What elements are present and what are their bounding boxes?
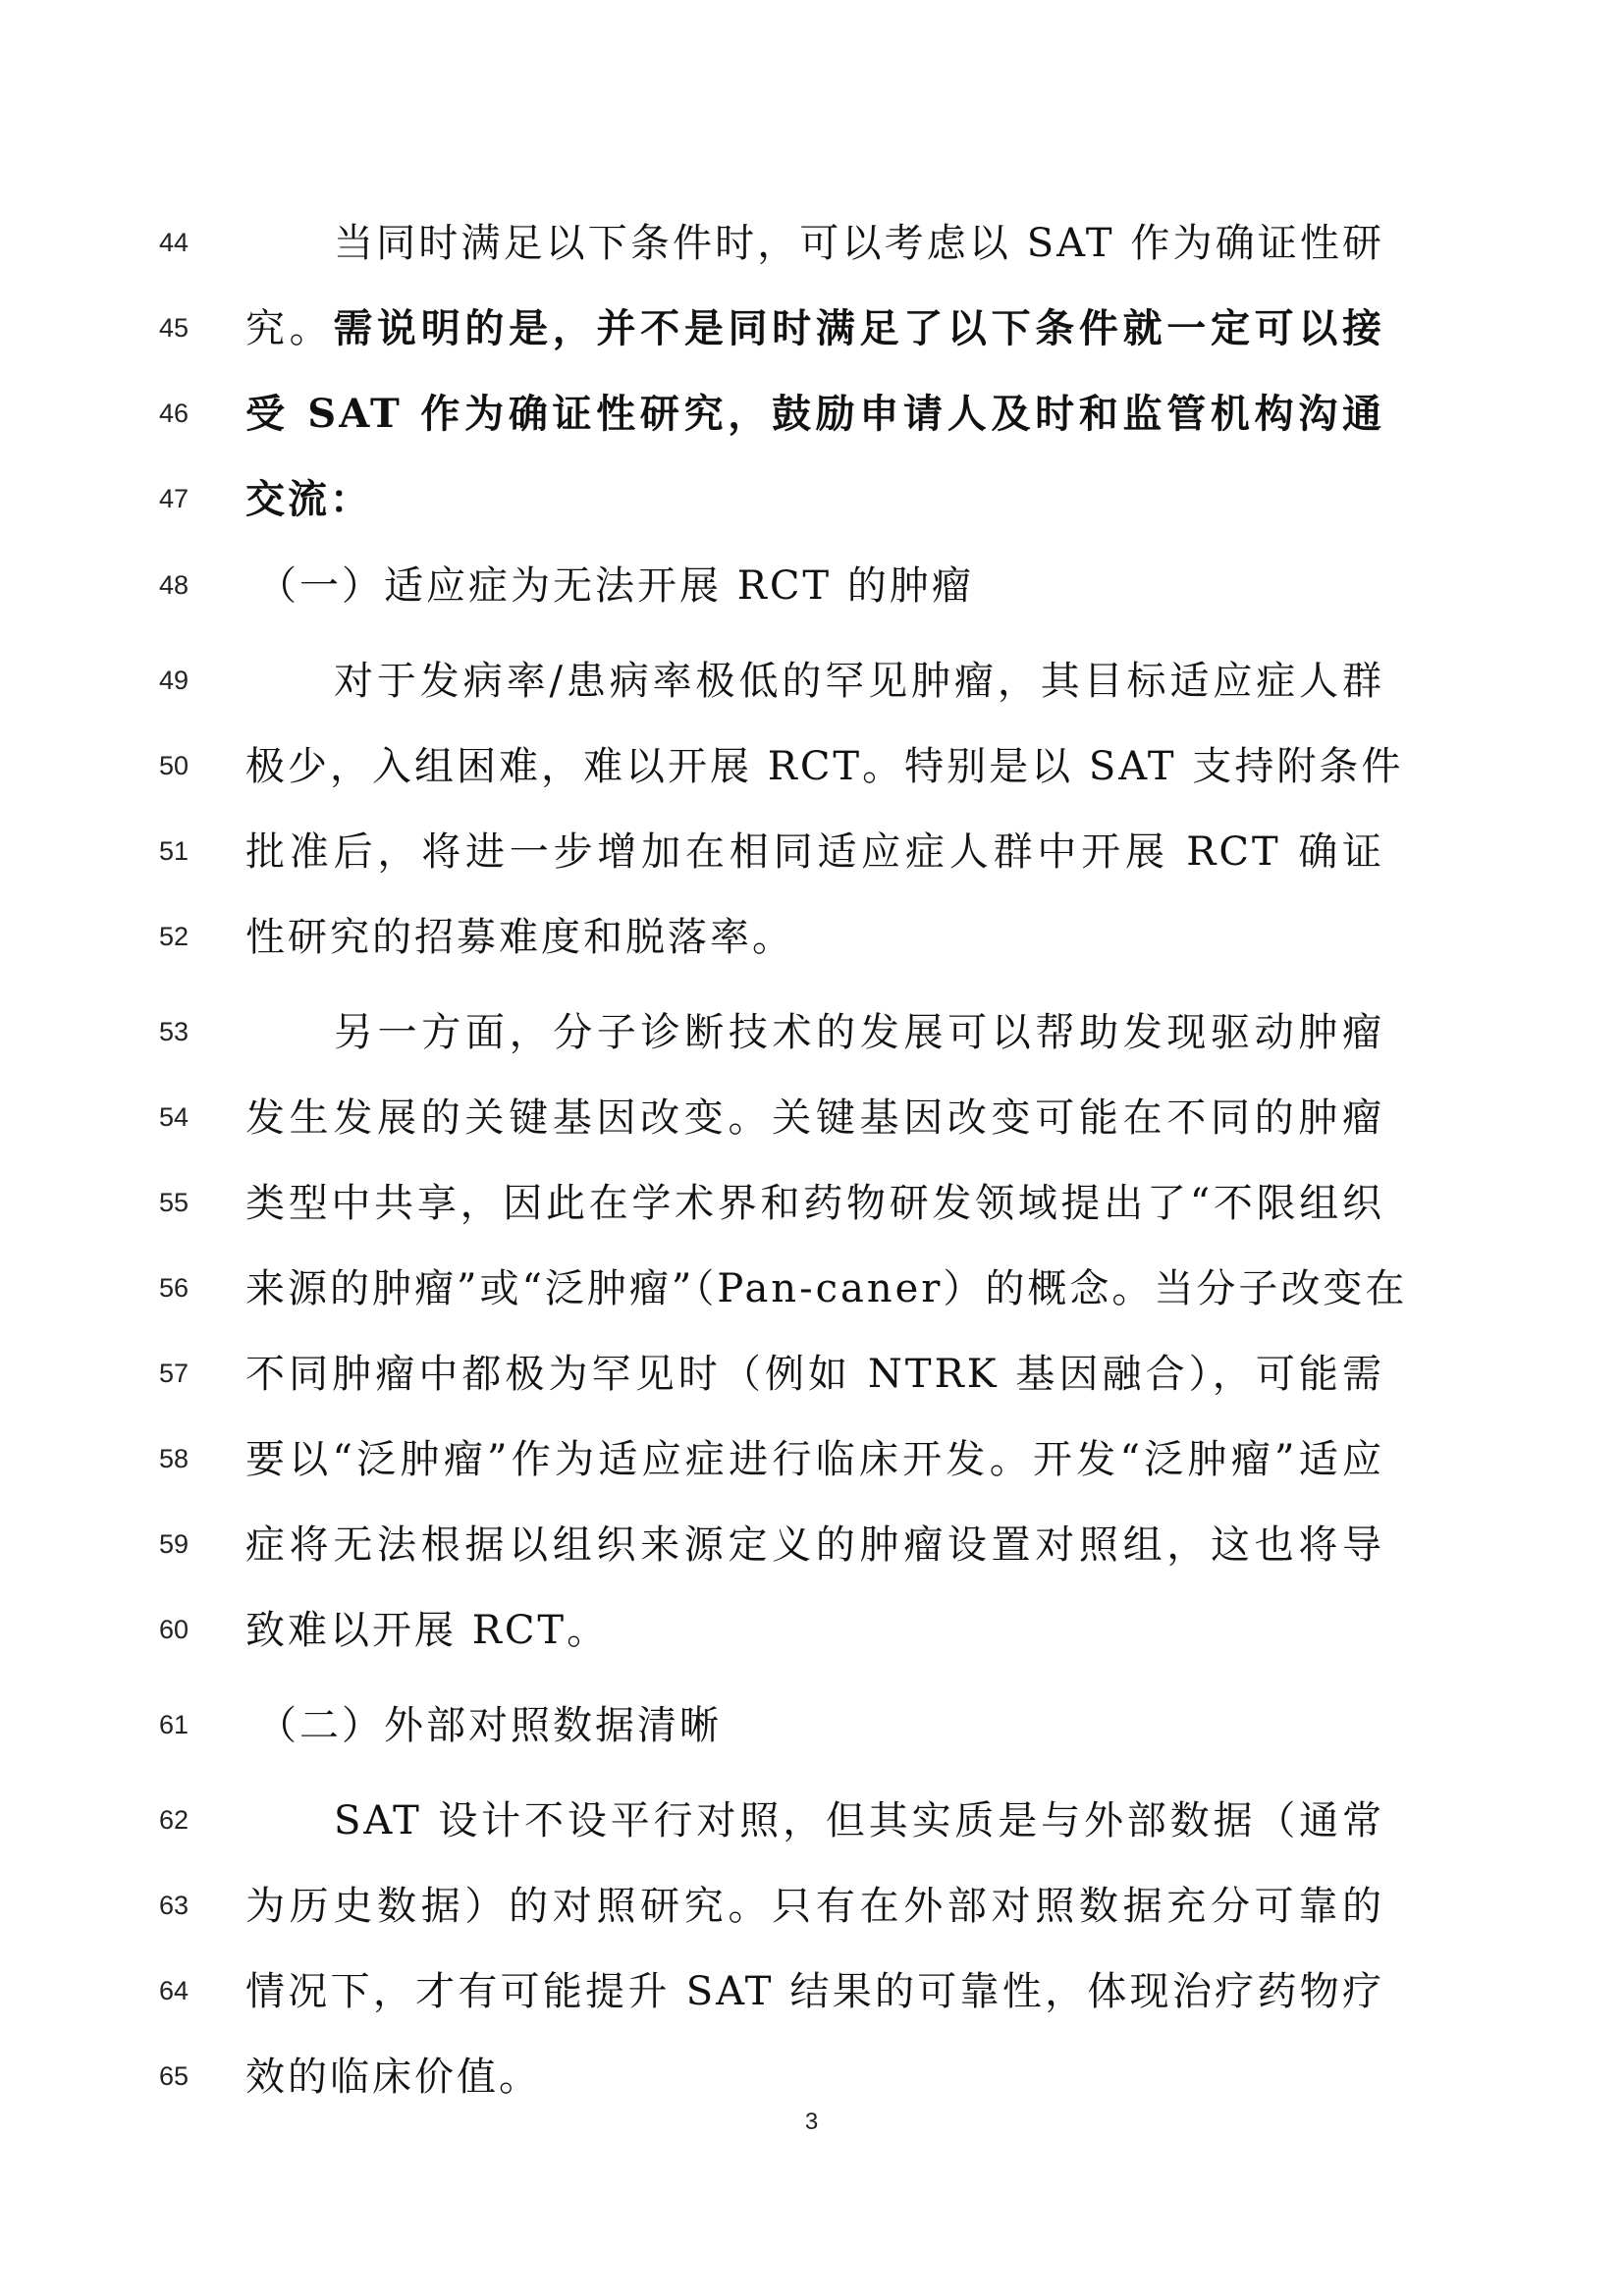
- line-number: 62: [159, 1805, 189, 1835]
- line-number: 51: [159, 836, 189, 866]
- section-heading: [257, 557, 1396, 615]
- text-segment: 当同时满足以下条件时，可以考虑以 SAT 作为确证性研: [334, 221, 1384, 266]
- line-text: [245, 1516, 1384, 1575]
- text-segment: 效的临床价值。: [245, 2055, 541, 2100]
- line-number: 56: [159, 1273, 189, 1303]
- line-number: 61: [159, 1710, 189, 1739]
- line-number: 64: [159, 1976, 189, 2005]
- line-63: [0, 1877, 1623, 1936]
- text-segment: （二）外部对照数据清晰: [257, 1703, 722, 1748]
- line-text: [245, 1962, 1384, 2021]
- text-segment: 不同肿瘤中都极为罕见时（例如 NTRK 基因融合），可能需: [245, 1352, 1384, 1397]
- line-number: 45: [159, 313, 189, 343]
- line-50: [0, 737, 1623, 796]
- line-58: [0, 1430, 1623, 1489]
- line-44: [0, 214, 1623, 273]
- line-48: [0, 557, 1623, 615]
- line-59: [0, 1516, 1623, 1575]
- line-number: 54: [159, 1102, 189, 1132]
- bold-text-segment: 受 SAT 作为确证性研究，鼓励申请人及时和监管机构沟通: [245, 391, 1384, 437]
- line-text: [245, 1877, 1384, 1936]
- line-57: [0, 1345, 1623, 1404]
- line-number: 58: [159, 1444, 189, 1473]
- line-65: [0, 2048, 1623, 2107]
- line-number: 46: [159, 399, 189, 428]
- line-text: [245, 385, 1384, 444]
- line-text: [245, 1345, 1384, 1404]
- line-text: [245, 1259, 1408, 1318]
- line-46: [0, 385, 1623, 444]
- line-text: [245, 908, 1384, 967]
- line-number: 50: [159, 751, 189, 780]
- line-text: [334, 214, 1384, 273]
- text-segment: 要以“泛肿瘤”作为适应症进行临床开发。开发“泛肿瘤”适应: [245, 1437, 1384, 1482]
- text-segment: （一）适应症为无法开展 RCT 的肿瘤: [257, 563, 974, 609]
- line-number: 65: [159, 2061, 189, 2091]
- text-segment: 发生发展的关键基因改变。关键基因改变可能在不同的肿瘤: [245, 1095, 1384, 1141]
- text-segment: 情况下，才有可能提升 SAT 结果的可靠性，体现治疗药物疗: [245, 1969, 1384, 2014]
- bold-text-segment: 交流：: [245, 476, 372, 522]
- line-number: 48: [159, 570, 189, 600]
- text-segment: 对于发病率/患病率极低的罕见肿瘤，其目标适应症人群: [334, 659, 1384, 704]
- text-segment: 另一方面，分子诊断技术的发展可以帮助发现驱动肿瘤: [334, 1010, 1384, 1055]
- line-text: [245, 1174, 1384, 1233]
- line-number: 60: [159, 1615, 189, 1644]
- text-segment: 致难以开展 RCT。: [245, 1608, 610, 1653]
- line-64: [0, 1962, 1623, 2021]
- line-number: 55: [159, 1188, 189, 1217]
- line-49: [0, 652, 1623, 711]
- line-number: 63: [159, 1891, 189, 1920]
- text-segment: 来源的肿瘤”或“泛肿瘤”（Pan-caner）的概念。当分子改变在: [245, 1266, 1408, 1311]
- line-number: 59: [159, 1529, 189, 1559]
- line-51: [0, 823, 1623, 881]
- line-text: [245, 2048, 1384, 2107]
- line-text: [245, 737, 1404, 796]
- line-text: [334, 1003, 1384, 1062]
- line-text: [245, 470, 1384, 529]
- bold-text-segment: 需说明的是，并不是同时满足了以下条件就一定可以接: [333, 305, 1385, 351]
- line-52: [0, 908, 1623, 967]
- text-segment: 类型中共享，因此在学术界和药物研发领域提出了“不限组织: [245, 1181, 1384, 1226]
- line-number: 47: [159, 484, 189, 513]
- line-text: [245, 823, 1384, 881]
- line-61: [0, 1696, 1623, 1755]
- line-number: 53: [159, 1017, 189, 1046]
- line-text: [245, 1089, 1384, 1148]
- text-segment: 为历史数据）的对照研究。只有在外部对照数据充分可靠的: [245, 1884, 1384, 1929]
- line-number: 44: [159, 228, 189, 257]
- line-60: [0, 1601, 1623, 1660]
- page-number: 3: [804, 2109, 819, 2135]
- text-segment: 极少，入组困难，难以开展 RCT。特别是以 SAT 支持附条件: [245, 744, 1404, 789]
- line-number: 49: [159, 666, 189, 695]
- text-segment: 究。: [245, 306, 334, 351]
- line-text: [334, 652, 1384, 711]
- line-55: [0, 1174, 1623, 1233]
- text-segment: 性研究的招募难度和脱落率。: [245, 915, 794, 960]
- section-heading: [257, 1696, 1396, 1755]
- text-segment: 症将无法根据以组织来源定义的肿瘤设置对照组，这也将导: [245, 1522, 1384, 1568]
- line-53: [0, 1003, 1623, 1062]
- text-segment: SAT 设计不设平行对照，但其实质是与外部数据（通常: [334, 1798, 1384, 1843]
- line-number: 52: [159, 922, 189, 951]
- line-62: [0, 1791, 1623, 1850]
- line-text: [245, 1601, 1384, 1660]
- text-segment: 批准后，将进一步增加在相同适应症人群中开展 RCT 确证: [245, 829, 1384, 875]
- line-text: [334, 1791, 1384, 1850]
- line-text: [245, 1430, 1384, 1489]
- line-45: [0, 299, 1623, 358]
- line-number: 57: [159, 1359, 189, 1388]
- line-text: [245, 299, 1384, 358]
- line-56: [0, 1259, 1623, 1318]
- line-54: [0, 1089, 1623, 1148]
- line-47: [0, 470, 1623, 529]
